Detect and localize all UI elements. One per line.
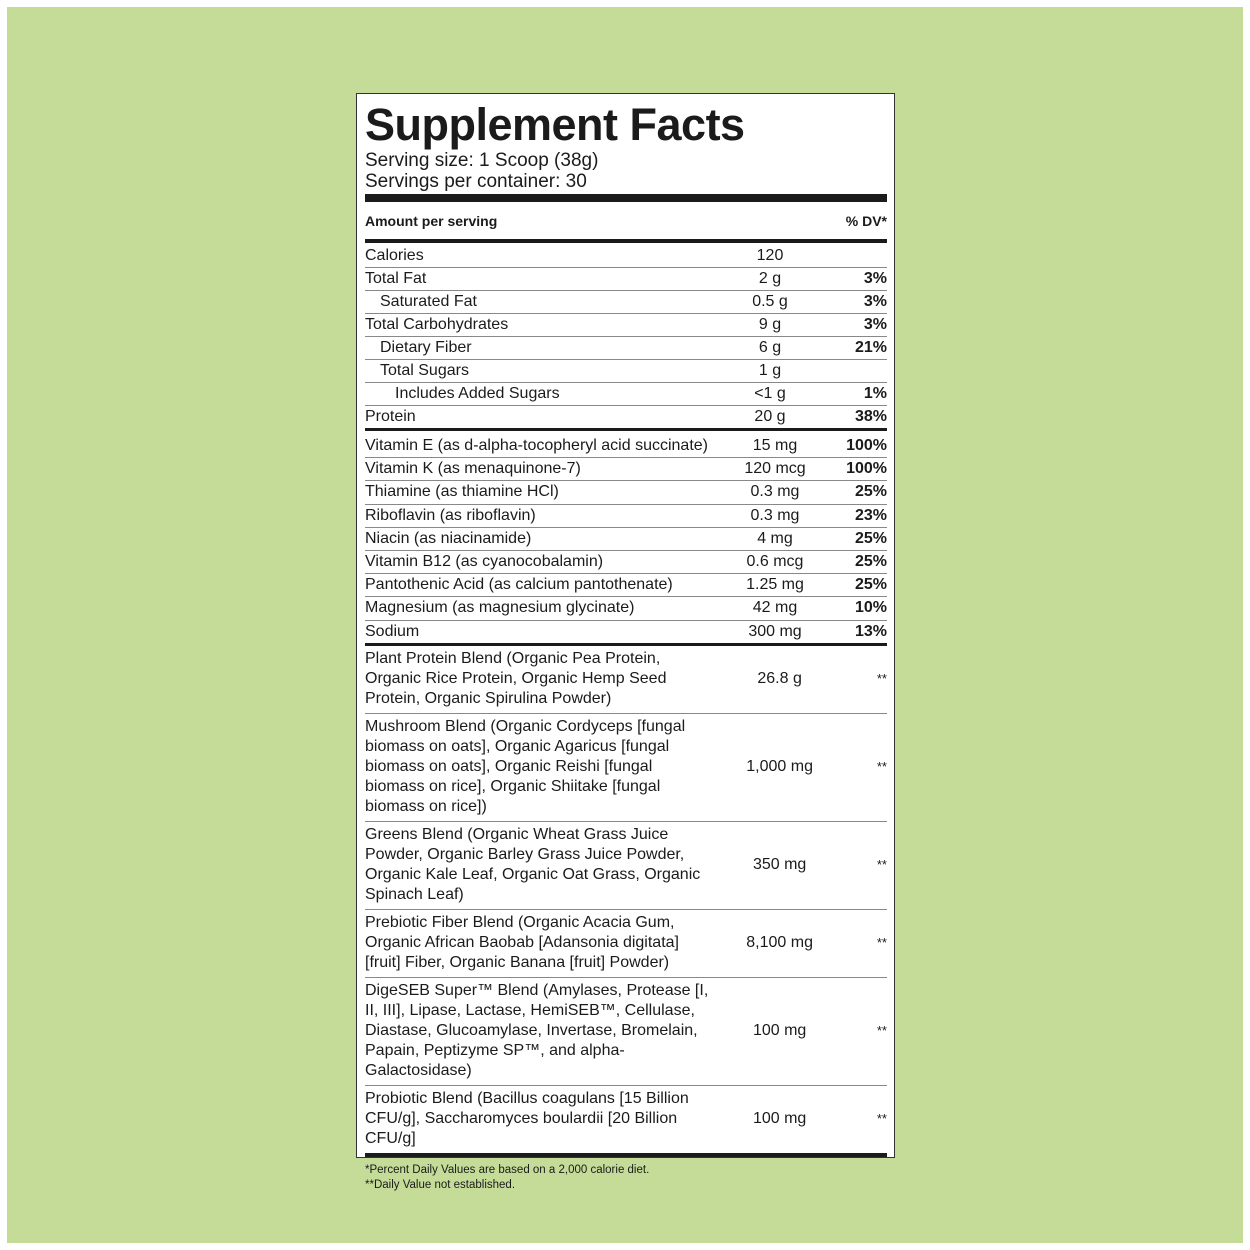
nutrient-row xyxy=(365,574,887,597)
amount-header xyxy=(365,202,887,239)
nutrient-row xyxy=(365,646,887,714)
nutrient-amount: 120 mcg xyxy=(744,460,806,478)
nutrient-name: Dietary Fiber xyxy=(380,339,472,356)
nutrient-dv: ** xyxy=(876,670,887,686)
footnotes xyxy=(365,1163,887,1193)
nutrient-amount: 100 mg xyxy=(752,1109,807,1127)
nutrient-name: Vitamin K (as menaquinone-7) xyxy=(365,460,581,478)
nutrient-dv: 3% xyxy=(863,316,887,333)
nutrient-row xyxy=(365,621,887,643)
amount-per-serving-label: Amount per serving xyxy=(365,212,498,229)
nutrient-dv: ** xyxy=(876,1022,887,1038)
divider-medium xyxy=(365,239,887,243)
dv-header-label: % DV* xyxy=(845,212,887,229)
nutrient-name: Magnesium (as magnesium glycinate) xyxy=(365,599,635,617)
nutrient-row xyxy=(365,291,887,314)
nutrient-dv: 13% xyxy=(854,622,887,640)
nutrient-dv: 21% xyxy=(854,339,887,356)
nutrient-row xyxy=(365,406,887,428)
nutrient-dv: 25% xyxy=(854,529,887,547)
nutrient-row xyxy=(365,822,887,910)
nutrient-amount: 100 mg xyxy=(752,1021,807,1039)
nutrient-row xyxy=(365,910,887,978)
nutrient-amount: 8,100 mg xyxy=(746,933,813,951)
footnote-dv: *Percent Daily Values are based on a 2,000 calorie diet. xyxy=(365,1163,650,1176)
nutrient-name: Protein xyxy=(365,408,416,425)
nutrient-dv: 3% xyxy=(863,270,887,287)
supplement-facts-label xyxy=(356,93,895,1191)
nutrient-row xyxy=(365,268,887,291)
nutrient-amount: 26.8 g xyxy=(757,669,802,687)
nutrient-dv: 10% xyxy=(854,599,887,617)
nutrient-name: Greens Blend (Organic Wheat Grass Juice Powder, Organic Barley Grass Juice Powder, Organic Kale Leaf, Organic Oat Grass, Organic Spinach Leaf) xyxy=(365,825,701,903)
nutrient-dv: ** xyxy=(876,934,887,950)
label-title: Supplement Facts xyxy=(365,99,745,150)
nutrient-row xyxy=(365,360,887,383)
nutrient-amount: 1.25 mg xyxy=(746,576,804,594)
nutrient-row xyxy=(365,597,887,620)
nutrient-name: Niacin (as niacinamide) xyxy=(365,529,532,547)
nutrient-name: Probiotic Blend (Bacillus coagulans [15 Billion CFU/g], Saccharomyces boulardii [20 Billion CFU/g] xyxy=(365,1089,689,1147)
nutrient-dv: 100% xyxy=(846,437,887,455)
nutrient-amount: <1 g xyxy=(754,385,786,402)
nutrient-amount: 0.6 mcg xyxy=(746,553,804,571)
nutrient-amount: 120 xyxy=(756,247,784,264)
nutrient-amount: 1,000 mg xyxy=(746,757,813,775)
nutrient-name: Sodium xyxy=(365,622,420,640)
nutrient-dv: ** xyxy=(876,758,887,774)
footnote-not-established: **Daily Value not established. xyxy=(365,1178,516,1191)
nutrient-amount: 6 g xyxy=(758,339,782,356)
nutrient-amount: 300 mg xyxy=(748,622,802,640)
nutrient-dv: 25% xyxy=(854,553,887,571)
nutrient-name: Prebiotic Fiber Blend (Organic Acacia Gum, Organic African Baobab [Adansonia digitata] [fruit] Fiber, Organic Banana [fruit] Powder) xyxy=(365,913,679,971)
nutrient-name: DigeSEB Super™ Blend (Amylases, Protease [I, II, III], Lipase, Lactase, HemiSEB™, Cellulase, Diastase, Glucoamylase, Invertase, Bromelain, Papain, Peptizyme SP™, and alpha-Galactosidase) xyxy=(365,981,709,1079)
nutrient-amount: 15 mg xyxy=(752,437,798,455)
nutrient-amount: 0.3 mg xyxy=(750,483,800,501)
nutrient-name: Total Sugars xyxy=(380,362,469,379)
nutrient-dv: 25% xyxy=(854,576,887,594)
nutrient-amount: 20 g xyxy=(754,408,786,425)
nutrient-amount: 2 g xyxy=(758,270,782,287)
nutrient-amount: 4 mg xyxy=(757,529,793,547)
nutrient-row xyxy=(365,337,887,360)
nutrient-name: Includes Added Sugars xyxy=(395,385,560,402)
nutrient-dv: 25% xyxy=(854,483,887,501)
nutrient-row xyxy=(365,1086,887,1153)
vitamins-section xyxy=(365,435,887,643)
nutrient-row xyxy=(365,245,887,268)
divider-medium xyxy=(365,428,887,431)
nutrient-row xyxy=(365,551,887,574)
nutrient-row xyxy=(365,505,887,528)
nutrient-dv: ** xyxy=(876,856,887,872)
nutrient-name: Total Carbohydrates xyxy=(365,316,509,333)
nutrient-row xyxy=(365,435,887,458)
macros-section xyxy=(365,245,887,428)
servings-per-container: Servings per container: 30 xyxy=(365,171,587,192)
nutrient-amount: 350 mg xyxy=(752,855,807,873)
nutrient-name: Saturated Fat xyxy=(380,293,477,310)
nutrient-amount: 1 g xyxy=(758,362,782,379)
nutrient-name: Riboflavin (as riboflavin) xyxy=(365,506,536,524)
nutrient-name: Mushroom Blend (Organic Cordyceps [fungal biomass on oats], Organic Agaricus [fungal biomass on oats], Organic Reishi [fungal biomass on rice], Organic Shiitake [fungal biomass on rice]) xyxy=(365,717,686,815)
nutrient-dv: 23% xyxy=(854,506,887,524)
nutrient-row xyxy=(365,528,887,551)
nutrient-row xyxy=(365,481,887,504)
nutrient-dv: 38% xyxy=(854,408,887,425)
nutrient-amount: 42 mg xyxy=(752,599,798,617)
nutrient-row xyxy=(365,383,887,406)
nutrient-amount: 0.3 mg xyxy=(750,506,800,524)
nutrient-row xyxy=(365,458,887,481)
nutrient-name: Calories xyxy=(365,247,424,264)
nutrient-row xyxy=(365,314,887,337)
nutrient-dv: 1% xyxy=(863,385,887,402)
nutrient-name: Thiamine (as thiamine HCl) xyxy=(365,483,559,501)
nutrient-dv: ** xyxy=(876,1110,887,1126)
nutrient-name: Plant Protein Blend (Organic Pea Protein, Organic Rice Protein, Organic Hemp Seed Protein, Organic Spirulina Powder) xyxy=(365,649,667,707)
blends-section xyxy=(365,646,887,1153)
divider-thick xyxy=(365,194,887,202)
nutrient-dv: 3% xyxy=(863,293,887,310)
nutrient-amount: 9 g xyxy=(758,316,782,333)
nutrient-name: Vitamin B12 (as cyanocobalamin) xyxy=(365,553,604,571)
nutrient-amount: 0.5 g xyxy=(752,293,788,310)
nutrient-name: Pantothenic Acid (as calcium pantothenate) xyxy=(365,576,673,594)
nutrient-row xyxy=(365,714,887,822)
divider-medium xyxy=(365,1153,887,1157)
nutrient-dv: 100% xyxy=(846,460,887,478)
nutrient-row xyxy=(365,978,887,1086)
nutrient-name: Vitamin E (as d-alpha-tocopheryl acid succinate) xyxy=(365,437,708,455)
serving-size: Serving size: 1 Scoop (38g) xyxy=(365,150,599,171)
nutrient-name: Total Fat xyxy=(365,270,427,287)
